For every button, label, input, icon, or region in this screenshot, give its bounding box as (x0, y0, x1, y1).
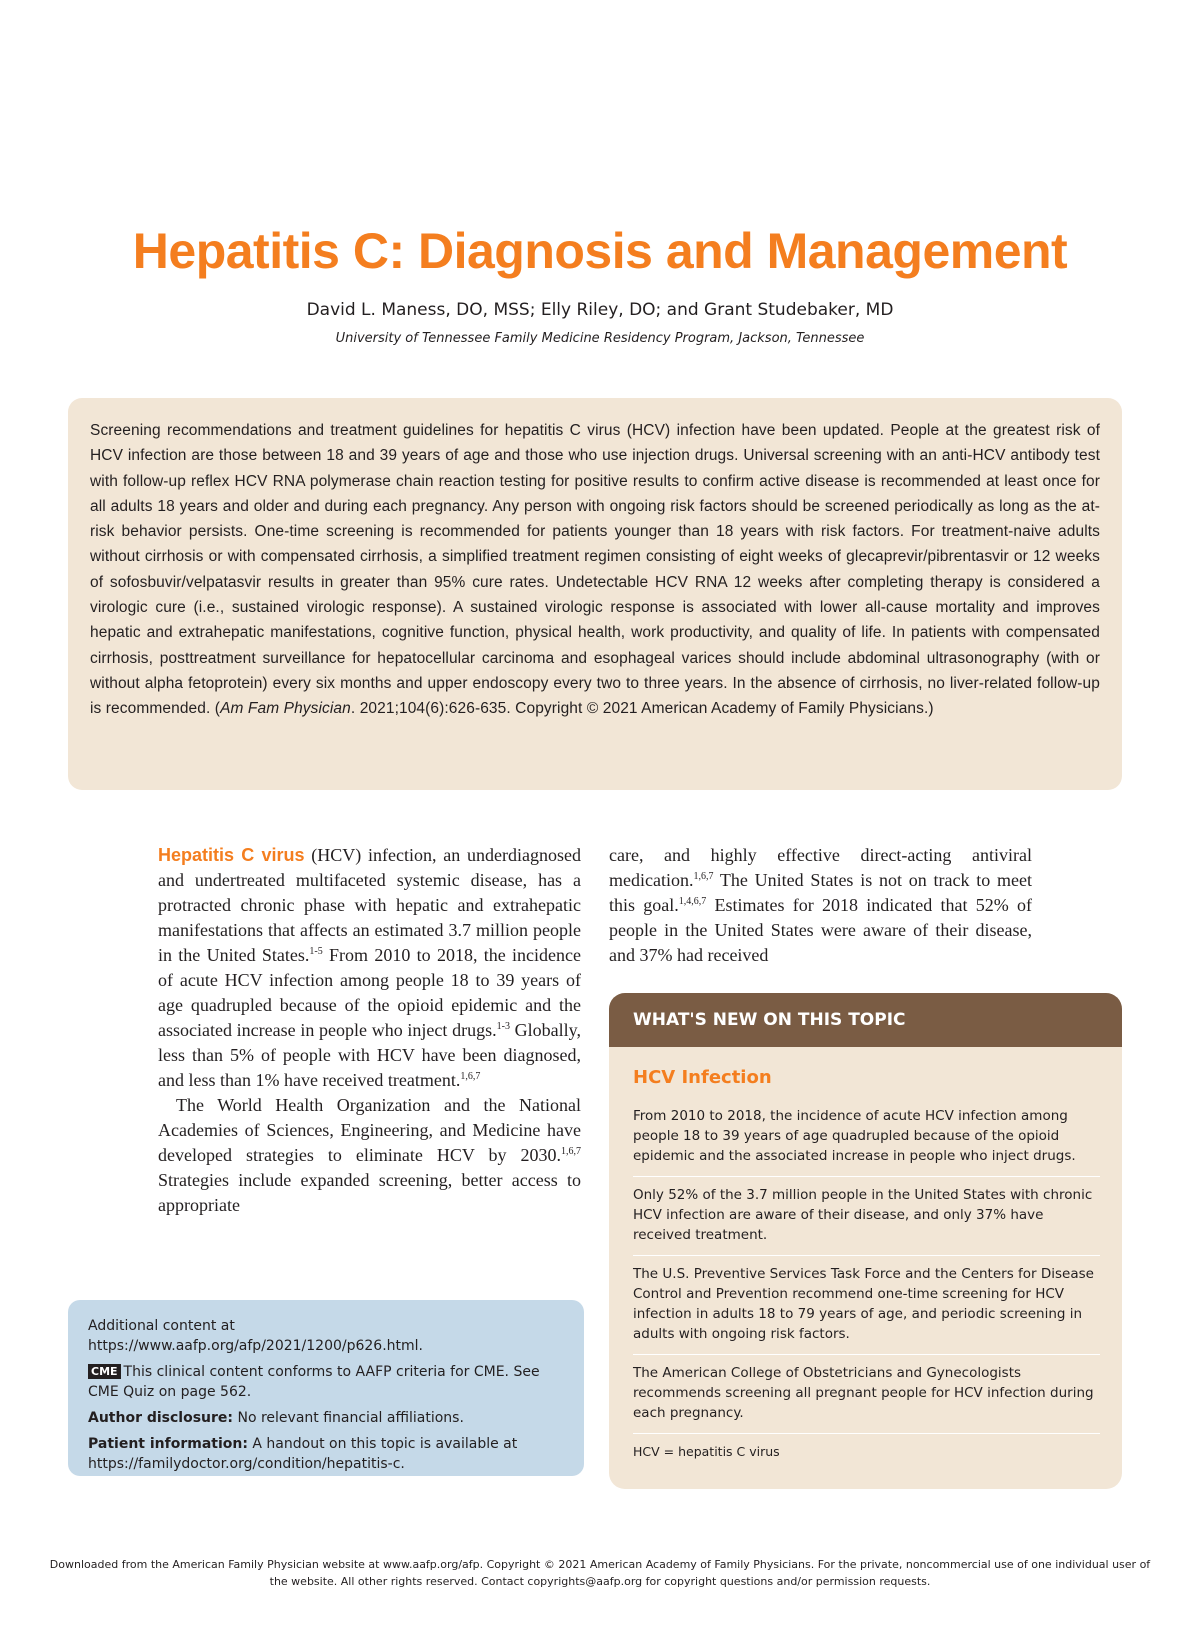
body-paragraph-2 (158, 1093, 581, 1218)
abstract-body: Screening recommendations and treatment guidelines for hepatitis C virus (HCV) infection have been updated. People at the greatest risk of HCV infection are those between 18 and 39 years of age and those who use injection drugs. Universal screening with an anti-HCV antibody test with follow-up reflex HCV RNA polymerase chain reaction testing for positive results to confirm active disease is recommended at least once for all adults 18 years and older and during each pregnancy. Any person with ongoing risk factors should be screened periodically as long as the at-risk behavior persists. One-time screening is recommended for patients younger than 18 years with risk factors. For treatment-naive adults without cirrhosis or with compensated cirrhosis, a simplified treatment regimen consisting of eight weeks of glecaprevir/pibrentasvir or 12 weeks of sofosbuvir/velpatasvir results in greater than 95% cure rates. Undetectable HCV RNA 12 weeks after completing therapy is considered a virologic cure (i.e., sustained virologic response). A sustained virologic response is associated with lower all-cause mortality and improves hepatic and extrahepatic manifestations, cognitive function, physical health, work productivity, and quality of life. In patients with compensated cirrhosis, posttreatment surveillance for hepatocellular carcinoma and esophageal varices should include abdominal ultrasonography (with or without alpha fetoprotein) every six months and upper endoscopy every two to three years. In the absence of cirrhosis, no liver-related follow-up is recommended. ( (90, 422, 1100, 718)
reference-superscript: 1-5 (309, 946, 323, 957)
patient-info-text: A handout on this topic is available at https://familydoctor.org/condition/hepatitis-c. (88, 1436, 518, 1472)
journal-name: Am Fam Physician (220, 700, 351, 718)
body-text: From 2010 to 2018, the incidence of acute HCV infection among people 18 to 39 years of age quadrupled because of the opioid epidemic and the associated increase in people who inject drugs. (158, 945, 581, 1040)
disclosure-text: No relevant financial affiliations. (233, 1410, 464, 1426)
lead-in-text: Hepatitis C virus (158, 845, 305, 865)
abstract-box (68, 398, 1122, 790)
whats-new-subheader: HCV Infection (633, 1067, 772, 1088)
body-text: The World Health Organization and the National Academies of Sciences, Engineering, and Medicine have developed strategies to eliminate HCV by 2030. (158, 1095, 581, 1165)
whats-new-box (609, 993, 1122, 1489)
page-footer: Downloaded from the American Family Physician website at www.aafp.org/afp. Copyright © 2021 American Academy of Family Physicians. For the private, noncommercial use of one individual user of the website. All other rights reserved. Contact copyrights@aafp.org for copyright questions and/or permission requests. (49, 1558, 1151, 1588)
reference-superscript: 1,6,7 (460, 1071, 481, 1082)
body-text: The United States is not on track to meet this goal. (609, 870, 1032, 915)
disclosure-label: Author disclosure: (88, 1410, 234, 1426)
cme-badge: CME (88, 1364, 121, 1379)
abstract-text (90, 418, 1100, 722)
body-paragraph-3 (609, 843, 1032, 968)
author-affiliation: University of Tennessee Family Medicine Residency Program, Jackson, Tennessee (335, 331, 865, 346)
patient-info-label: Patient information: (88, 1436, 248, 1452)
author-list: David L. Maness, DO, MSS; Elly Riley, DO; and Grant Studebaker, MD (306, 300, 894, 320)
body-text: Strategies include expanded screening, better access to appropriate (158, 1170, 581, 1215)
author-disclosure (88, 1408, 564, 1428)
reference-superscript: 1-3 (496, 1021, 510, 1032)
whats-new-header: WHAT'S NEW ON THIS TOPIC (609, 993, 1122, 1047)
body-column-right (609, 843, 1032, 968)
body-text: (HCV) infection, an underdiagnosed and undertreated multifaceted systemic disease, has a protracted chronic phase with hepatic and extrahepatic manifestations that affects an estimated 3.7 million people in the United States. (158, 845, 581, 965)
body-text: Globally, less than 5% of people with HCV have been diagnosed, and less than 1% have received treatment. (158, 1020, 581, 1090)
whats-new-item: Only 52% of the 3.7 million people in the United States with chronic HCV infection are aware of their disease, and only 37% have received treatment. (633, 1177, 1100, 1256)
body-column-left (158, 843, 581, 1218)
patient-information (88, 1434, 564, 1474)
cme-note (88, 1362, 564, 1402)
body-text: Estimates for 2018 indicated that 52% of people in the United States were aware of their disease, and 37% had received (609, 895, 1032, 965)
body-text: care, and highly effective direct-acting antiviral medication. (609, 845, 1032, 890)
whats-new-footnote: HCV = hepatitis C virus (633, 1444, 780, 1459)
additional-content-note: Additional content at https://www.aafp.org/afp/2021/1200/p626.html. (88, 1318, 424, 1354)
reference-superscript: 1,6,7 (561, 1146, 581, 1157)
cme-text: This clinical content conforms to AAFP criteria for CME. See CME Quiz on page 562. (88, 1364, 540, 1400)
whats-new-item: The American College of Obstetricians and Gynecologists recommends screening all pregnant people for HCV infection during each pregnancy. (633, 1355, 1100, 1434)
article-info-box (68, 1300, 584, 1476)
abstract-citation: . 2021;104(6):626-635. Copyright © 2021 American Academy of Family Physicians.) (350, 700, 934, 718)
reference-superscript: 1,6,7 (693, 871, 714, 882)
body-paragraph-1 (158, 843, 581, 1093)
reference-superscript: 1,4,6,7 (678, 896, 707, 907)
article-title: Hepatitis C: Diagnosis and Management (132, 223, 1068, 279)
whats-new-item: The U.S. Preventive Services Task Force and the Centers for Disease Control and Prevention recommend one-time screening for HCV infection in adults 18 to 79 years of age, and periodic screening in adults with ongoing risk factors. (633, 1256, 1100, 1355)
whats-new-item: From 2010 to 2018, the incidence of acute HCV infection among people 18 to 39 years of age quadrupled because of the opioid epidemic and the associated increase in people who inject drugs. (633, 1098, 1100, 1177)
